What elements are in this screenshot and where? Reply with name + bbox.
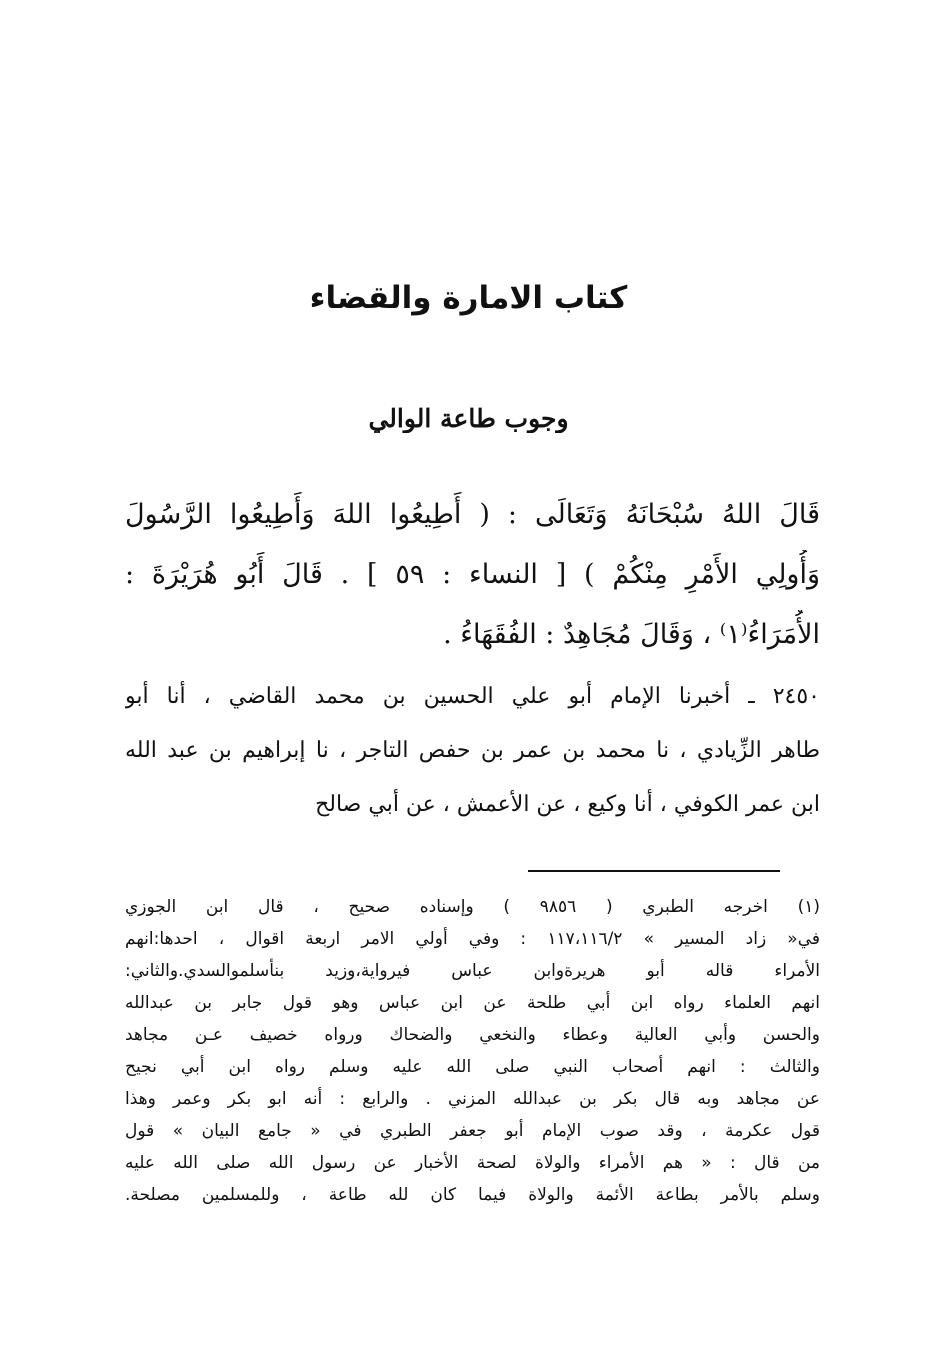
hadith-line-1: ٢٤٥٠ ـ أخبرنا الإمام أبو علي الحسين بن محمد القاضي ، أنا أبو	[125, 684, 820, 709]
footnote-line-4: انهم العلماء رواه ابن أبي طلحة عن ابن عباس وهو قول جابر بن عبدالله	[125, 993, 820, 1013]
footnote-line-2: في« زاد المسير » ١١٧،١١٦/٢ : وفي أولي الامر اربعة اقوال ، احدها:انهم	[125, 929, 820, 949]
footnote-line-8: قول عكرمة ، وقد صوب الإمام أبو جعفر الطبري في « جامع البيان » قول	[125, 1121, 820, 1141]
footnote-line-1: (١) اخرجه الطبري ( ٩٨٥٦ ) وإسناده صحيح ، قال ابن الجوزي	[125, 897, 820, 917]
hadith-line-3: ابن عمر الكوفي ، أنا وكيع ، عن الأعمش ، عن أبي صالح	[315, 792, 820, 817]
quran-line-3: الأُمَرَاءُ⁽١⁾ ، وَقَالَ مُجَاهِدٌ : الفُقَهَاءُ .	[443, 619, 820, 650]
footnote-line-7: عن مجاهد وبه قال بكر بن عبدالله المزني . والرابع : أنه ابو بكر وعمر وهذا	[125, 1089, 820, 1109]
footnote-line-6: والثالث : انهم أصحاب النبي صلى الله عليه وسلم رواه ابن أبي نجيح	[125, 1057, 820, 1077]
footnote-line-5: والحسن وأبي العالية وعطاء والنخعي والضحاك ورواه خصيف عـن مجاهد	[125, 1025, 820, 1045]
book-title: كتاب الامارة والقضاء	[309, 280, 628, 316]
footnote-line-3: الأمراء قاله أبو هريرةوابن عباس فيرواية،وزيد بنأسلموالسدي.والثاني:	[125, 961, 820, 981]
hadith-line-2: طاهر الزِّيادي ، نا محمد بن عمر بن حفص التاجر ، نا إبراهيم بن عبد الله	[125, 738, 820, 763]
footnote-divider	[528, 870, 780, 872]
chapter-title: وجوب طاعة الوالي	[368, 404, 569, 433]
quran-line-2: وَأُولِي الأَمْرِ مِنْكُمْ ) [ النساء : ٥٩ ] . قَالَ أَبُو هُرَيْرَةَ :	[125, 559, 820, 590]
footnote-line-10: وسلم بالأمر بطاعة الأئمة والولاة فيما كان لله طاعة ، وللمسلمين مصلحة.	[125, 1185, 820, 1205]
quran-line-1: قَالَ اللهُ سُبْحَانَهُ وَتَعَالَى : ( أَطِيعُوا اللهَ وَأَطِيعُوا الرَّسُولَ	[125, 499, 820, 530]
footnote-line-9: من قال : « هم الأمراء والولاة لصحة الأخبار عن رسول الله صلى الله عليه	[125, 1153, 820, 1173]
